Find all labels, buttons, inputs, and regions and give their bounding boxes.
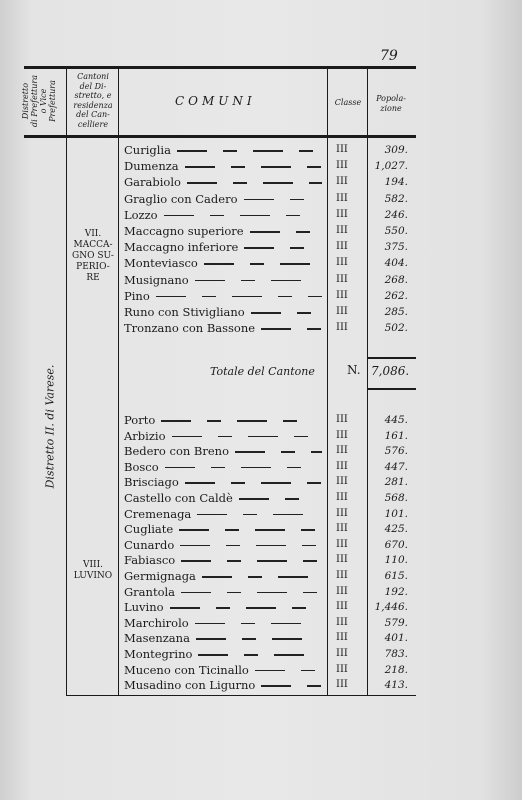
total-label: Totale del Cantone — [210, 365, 315, 378]
table-row — [122, 207, 412, 223]
leader-dash — [202, 296, 216, 298]
leader-dash — [301, 670, 315, 672]
leader-dash — [227, 560, 241, 562]
table-row — [122, 255, 412, 271]
leader-dash — [156, 296, 186, 298]
comune-popolazione: 582. — [384, 192, 408, 205]
leader-dash — [303, 560, 317, 562]
leader-dash — [232, 296, 262, 298]
table-row — [122, 304, 412, 320]
leader-dash — [299, 150, 313, 152]
comune-name: Curiglia — [124, 143, 171, 157]
comune-popolazione: 550. — [384, 225, 408, 237]
table-row — [122, 677, 412, 693]
leader-dash — [243, 514, 257, 516]
comune-name: Runo con Stivigliano — [124, 305, 245, 319]
leader-dash — [307, 166, 321, 168]
comune-popolazione: 401. — [384, 632, 408, 645]
comune-popolazione: 309. — [384, 144, 408, 156]
table-row — [122, 459, 412, 475]
comune-popolazione: 568. — [384, 492, 408, 504]
comune-name: Porto — [124, 413, 156, 427]
comune-popolazione: 579. — [384, 616, 408, 629]
total-value: 7,086. — [371, 364, 410, 378]
comune-name: Maccagno inferiore — [124, 240, 239, 255]
comune-name: Fabiasco — [124, 553, 176, 568]
comune-classe: III — [336, 144, 348, 155]
leader-dash — [294, 436, 308, 438]
table-row — [122, 158, 412, 174]
table-row — [122, 443, 412, 459]
comune-popolazione: 101. — [384, 507, 408, 520]
leader-dash — [237, 420, 267, 422]
leader-dash — [278, 296, 292, 298]
comune-popolazione: 262. — [384, 289, 408, 302]
comune-classe: III — [336, 306, 348, 317]
comune-classe: III — [336, 289, 348, 301]
table-row — [122, 174, 412, 190]
comune-name: Tronzano con Bassone — [124, 321, 256, 336]
comune-classe: III — [336, 616, 348, 628]
leader-dash — [250, 263, 264, 265]
comune-popolazione: 615. — [384, 570, 408, 582]
canton-label-luvino: VIII. LUVINO — [73, 560, 113, 581]
leader-dash — [250, 231, 280, 233]
table-row — [122, 474, 412, 490]
leader-dash — [226, 545, 240, 547]
comune-name: Monteviasco — [124, 256, 198, 271]
leader-dash — [197, 514, 227, 516]
comune-name: Bosco — [124, 459, 159, 474]
comune-classe: III — [336, 460, 348, 472]
leader-dash — [253, 150, 283, 152]
table-row — [122, 599, 412, 615]
leader-dash — [210, 215, 224, 217]
comune-classe: III — [336, 476, 348, 488]
leader-dash — [216, 607, 230, 609]
comune-name: Masenzana — [124, 631, 190, 646]
leader-dash — [303, 592, 317, 594]
total-n: N. — [347, 363, 361, 377]
table-row — [122, 646, 412, 662]
leader-dash — [307, 685, 321, 687]
table-row — [122, 568, 412, 584]
table-row — [122, 239, 412, 255]
comune-classe: III — [336, 570, 348, 581]
leader-dash — [261, 482, 291, 484]
leader-dash — [242, 638, 256, 640]
comune-popolazione: 268. — [384, 273, 408, 286]
leader-dash — [271, 623, 301, 625]
comune-popolazione: 194. — [384, 176, 408, 189]
comune-classe: III — [336, 160, 348, 172]
comune-popolazione: 192. — [384, 585, 408, 598]
divider-district — [66, 68, 67, 696]
comune-name: Cremenaga — [124, 506, 192, 521]
leader-dash — [278, 576, 308, 578]
comune-popolazione: 285. — [384, 306, 408, 318]
leader-dash — [248, 436, 278, 438]
comune-classe: III — [336, 632, 348, 644]
leader-dash — [255, 529, 285, 531]
comune-name: Arbizio — [124, 428, 166, 443]
leader-dash — [207, 420, 221, 422]
leader-dash — [309, 182, 322, 184]
comune-name: Castello con Caldè — [124, 491, 233, 505]
comune-name: Marchirolo — [124, 615, 189, 630]
leader-dash — [280, 263, 310, 265]
comune-classe: III — [336, 176, 348, 188]
leader-dash — [257, 560, 287, 562]
comune-classe: III — [336, 538, 348, 550]
leader-dash — [165, 467, 195, 469]
leader-dash — [261, 328, 291, 330]
leader-dash — [223, 150, 237, 152]
table-row — [122, 428, 412, 444]
table-row — [122, 521, 412, 537]
leader-dash — [218, 436, 232, 438]
canton-label-maccagno: VII. MACCA- GNO SU- PERIO- RE — [72, 229, 114, 283]
leader-dash — [272, 638, 302, 640]
comune-popolazione: 281. — [384, 476, 408, 489]
leader-dash — [301, 529, 315, 531]
comune-popolazione: 1,446. — [374, 601, 408, 614]
leader-dash — [241, 280, 255, 282]
leader-dash — [311, 451, 322, 453]
comune-classe: III — [336, 257, 348, 269]
leader-dash — [202, 576, 232, 578]
comune-popolazione: 375. — [384, 241, 408, 254]
comune-name: Cugliate — [124, 522, 174, 537]
comune-name: Grantola — [124, 584, 176, 599]
leader-dash — [307, 482, 321, 484]
table-row — [122, 552, 412, 568]
comune-popolazione: 445. — [384, 414, 408, 426]
leader-dash — [179, 529, 209, 531]
leader-dash — [274, 654, 304, 656]
table-row — [122, 537, 412, 553]
leader-dash — [244, 199, 274, 201]
comune-popolazione: 1,027. — [374, 160, 408, 173]
header-popolazione: Popola- zione — [376, 94, 406, 113]
comune-name: Graglio con Cadero — [124, 191, 238, 206]
comune-name: Bedero con Breno — [124, 444, 230, 459]
comune-classe: III — [336, 241, 348, 253]
leader-dash — [231, 482, 245, 484]
comune-popolazione: 502. — [384, 322, 408, 335]
leader-dash — [256, 545, 286, 547]
comune-name: Cunardo — [124, 537, 175, 552]
comune-popolazione: 670. — [384, 538, 408, 551]
table-row — [122, 412, 412, 428]
leader-dash — [195, 623, 225, 625]
leader-dash — [231, 166, 245, 168]
leader-dash — [297, 312, 311, 314]
leader-dash — [248, 576, 262, 578]
table-row — [122, 630, 412, 646]
leader-dash — [211, 467, 225, 469]
comune-name: Brisciago — [124, 475, 179, 490]
district-label: Distretto II. di Varese. — [43, 364, 57, 489]
comune-name: Pino — [124, 288, 150, 303]
table-row — [122, 506, 412, 522]
leader-dash — [241, 467, 271, 469]
leader-dash — [292, 607, 306, 609]
comune-popolazione: 110. — [384, 554, 408, 567]
table-row — [122, 288, 412, 304]
comune-name: Luvino — [124, 600, 164, 615]
leader-dash — [227, 592, 241, 594]
leader-dash — [177, 150, 207, 152]
total-bottom-rule — [368, 388, 416, 390]
comune-name: Dumenza — [124, 159, 179, 174]
comune-name: Muceno con Ticinallo — [124, 662, 249, 677]
comune-popolazione: 161. — [384, 429, 408, 442]
comune-name: Garabiolo — [124, 175, 181, 190]
comune-name: Germignaga — [124, 569, 196, 583]
leader-dash — [181, 592, 211, 594]
comune-popolazione: 413. — [384, 679, 408, 692]
leader-dash — [251, 312, 281, 314]
leader-dash — [161, 420, 191, 422]
comune-name: Maccagno superiore — [124, 224, 244, 238]
table-row — [122, 662, 412, 678]
table-row — [122, 320, 412, 336]
leader-dash — [233, 182, 247, 184]
leader-dash — [261, 685, 291, 687]
leader-dash — [172, 436, 202, 438]
leader-dash — [181, 560, 211, 562]
comune-popolazione: 425. — [384, 523, 408, 536]
leader-dash — [185, 166, 215, 168]
comune-popolazione: 404. — [384, 257, 408, 270]
comune-classe: III — [336, 554, 348, 566]
comune-classe: III — [336, 679, 348, 691]
leader-dash — [296, 231, 310, 233]
leader-dash — [271, 280, 301, 282]
comune-classe: III — [336, 225, 348, 236]
header-classe: Classe — [334, 98, 362, 107]
leader-dash — [302, 545, 316, 547]
comune-name: Lozzo — [124, 207, 158, 222]
comune-classe: III — [336, 273, 348, 285]
comune-popolazione: 447. — [384, 460, 408, 473]
comune-classe: III — [336, 492, 348, 503]
comune-popolazione: 576. — [384, 445, 408, 458]
comune-classe: III — [336, 585, 348, 597]
leader-dash — [187, 182, 217, 184]
comune-classe: III — [336, 648, 348, 659]
table-row — [122, 223, 412, 239]
table-row — [122, 490, 412, 506]
leader-dash — [308, 296, 322, 298]
leader-dash — [283, 420, 297, 422]
comune-popolazione: 218. — [384, 663, 408, 676]
leader-dash — [307, 328, 321, 330]
leader-dash — [240, 215, 270, 217]
header-comuni: COMUNI — [175, 94, 256, 108]
leader-dash — [195, 280, 225, 282]
leader-dash — [255, 670, 285, 672]
divider-canton — [118, 68, 119, 696]
leader-dash — [180, 545, 210, 547]
comune-classe: III — [336, 322, 348, 334]
comune-classe: III — [336, 507, 348, 519]
leader-dash — [285, 498, 299, 500]
leader-dash — [170, 607, 200, 609]
page-number: 79 — [380, 48, 398, 64]
comune-name: Musadino con Ligurno — [124, 678, 256, 693]
comune-classe: III — [336, 663, 348, 675]
leader-dash — [198, 654, 228, 656]
comune-classe: III — [336, 429, 348, 441]
leader-dash — [261, 166, 291, 168]
leader-dash — [239, 498, 269, 500]
leader-dash — [244, 247, 274, 249]
header-bottom-rule — [24, 135, 416, 138]
leader-dash — [286, 215, 300, 217]
total-top-rule — [368, 357, 416, 359]
leader-dash — [196, 638, 226, 640]
leader-dash — [244, 654, 258, 656]
comune-classe: III — [336, 445, 348, 457]
leader-dash — [263, 182, 293, 184]
leader-dash — [225, 529, 239, 531]
comune-popolazione: 783. — [384, 648, 408, 660]
comune-classe: III — [336, 523, 348, 535]
comune-classe: III — [336, 208, 348, 220]
leader-dash — [241, 623, 255, 625]
leader-dash — [257, 592, 287, 594]
comune-name: Musignano — [124, 272, 189, 287]
comune-classe: III — [336, 414, 348, 425]
table-row — [122, 142, 412, 158]
leader-dash — [185, 482, 215, 484]
header-distretto: Distretto di Prefettura o Vice Prefettura — [21, 74, 57, 128]
table-row — [122, 584, 412, 600]
leader-dash — [246, 607, 276, 609]
leader-dash — [290, 247, 304, 249]
comune-classe: III — [336, 601, 348, 613]
leader-dash — [164, 215, 194, 217]
leader-dash — [273, 514, 303, 516]
leader-dash — [287, 467, 301, 469]
comune-popolazione: 246. — [384, 208, 408, 221]
table-row — [122, 272, 412, 288]
leader-dash — [235, 451, 265, 453]
table-row — [122, 191, 412, 207]
comune-name: Montegrino — [124, 647, 193, 661]
leader-dash — [281, 451, 295, 453]
footer-rule — [66, 695, 416, 696]
header-top-rule — [24, 66, 416, 69]
leader-dash — [290, 199, 304, 201]
leader-dash — [204, 263, 234, 265]
table-row — [122, 615, 412, 631]
header-cantoni: Cantoni del Di- stretto, e residenza del Can- celliere — [73, 72, 113, 129]
comune-classe: III — [336, 192, 348, 204]
